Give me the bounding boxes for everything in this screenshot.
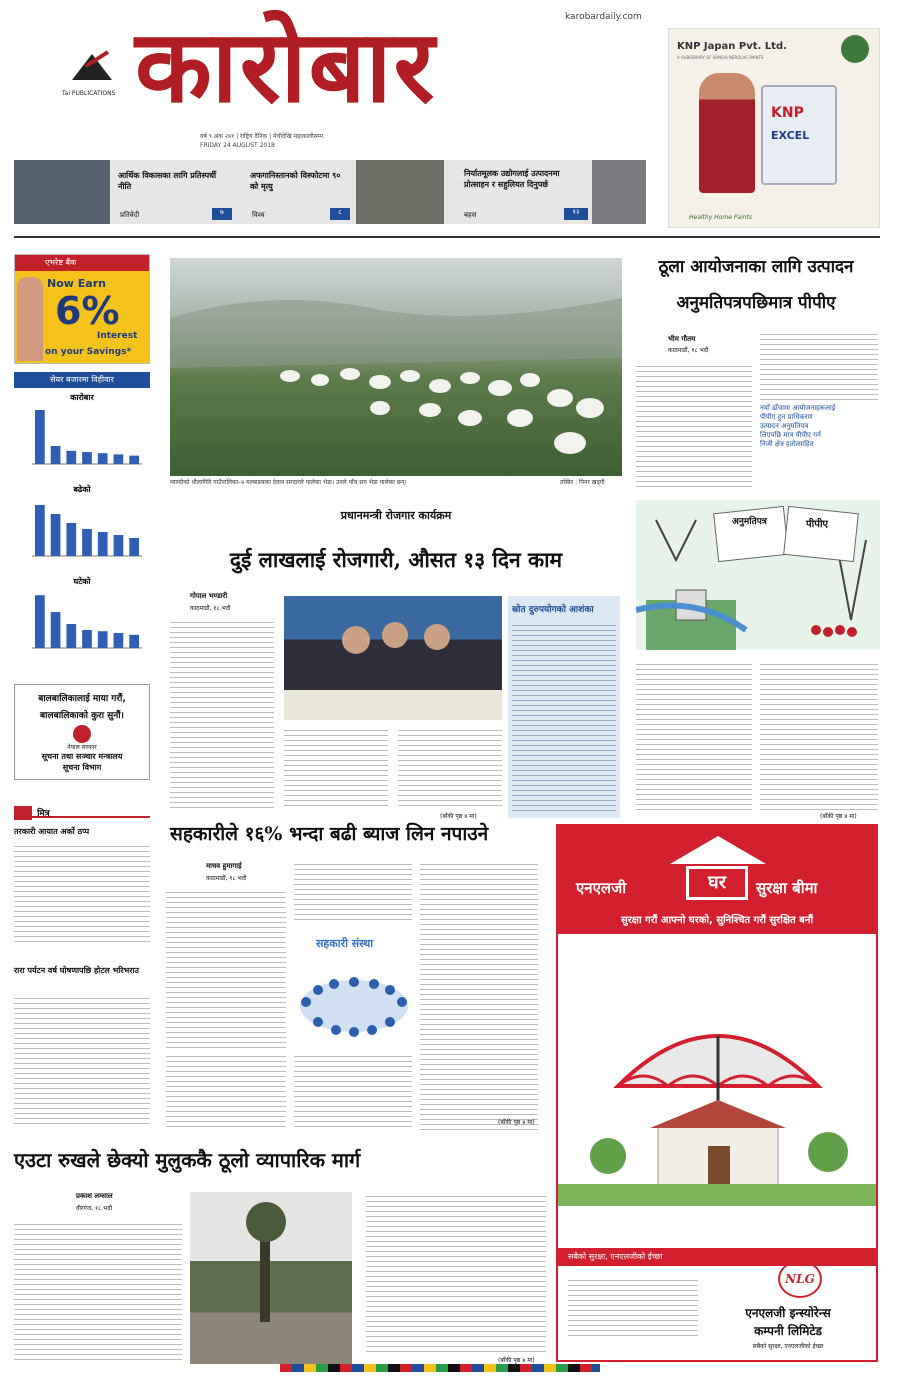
share-chart-bar	[129, 456, 139, 464]
share-chart-bar	[66, 624, 76, 648]
share-chart-bar	[114, 535, 124, 556]
nlg-brand-right: सुरक्षा बीमा	[756, 879, 818, 897]
teaser-2-page: ८	[330, 208, 350, 220]
teaser-3[interactable]	[452, 160, 646, 224]
right-body-col3	[636, 660, 752, 810]
right-headline-1[interactable]: ठूला आयोजनाका लागि उत्पादन	[658, 257, 854, 277]
illus-label-permit: अनुमतिपत्र	[732, 517, 767, 527]
house-roof-icon	[670, 836, 766, 864]
main-photo	[284, 596, 502, 720]
tree-body-col1	[14, 1220, 182, 1360]
masthead-rule	[14, 236, 880, 238]
share-chart-bar	[98, 631, 108, 648]
right-dateline: काठमाडौं, १८ भदौ	[668, 347, 709, 354]
right-headline-2[interactable]: अनुमतिपत्रपछिमात्र पीपीए	[676, 293, 836, 313]
knp-company: KNP Japan Pvt. Ltd.	[677, 41, 787, 52]
nlg-brand-box: घर	[686, 866, 748, 900]
psa-org1: नेपाल सरकार	[67, 744, 97, 751]
main-byline: गोपाल भण्डारी	[190, 592, 228, 600]
speaker2-head	[382, 622, 408, 648]
bank-ad-rate: 6%	[55, 289, 120, 333]
psa-org3: सूचना विभाग	[62, 763, 102, 772]
share-chart-bar	[98, 532, 108, 556]
bank-ad-line1: Now Earn	[47, 277, 106, 290]
main-headline[interactable]: दुई लाखलाई रोजगारी, औसत १३ दिन काम	[229, 547, 563, 572]
photo-credit: तस्बिर : पिनर खड्गी	[560, 479, 605, 486]
knp-seal-icon	[841, 35, 869, 63]
nlg-address	[568, 1276, 698, 1336]
psa-line2: बालबालिकाको कुरा सुनौं।	[40, 711, 124, 721]
website[interactable]: karobardaily.com	[565, 12, 642, 22]
coop-graphic	[292, 926, 416, 1044]
share-chart-bar	[51, 446, 61, 464]
bottom-color-bar	[280, 1364, 600, 1372]
psa-line1: बालबालिकालाई माया गरौं,	[38, 694, 126, 704]
right-body-col2-top	[760, 330, 878, 400]
teaser-3-photo	[592, 160, 646, 224]
share-chart-bar	[98, 453, 108, 464]
bank-ad-line3: on your Savings*	[45, 347, 132, 357]
bank-ad-header: एभरेष्ट बैंक	[15, 255, 149, 271]
main-sidebar-head: स्रोत दुरुपयोगको आशंका	[512, 605, 594, 615]
main-body-col1	[170, 618, 274, 810]
tree-byline: प्रकाश लम्साल	[76, 1192, 113, 1200]
share-chart-bar	[82, 630, 92, 648]
main-body-col3	[398, 726, 502, 810]
psa-box	[14, 684, 150, 780]
issue-date: FRIDAY 24 AUGUST 2018	[200, 142, 275, 149]
nepal-emblem-icon	[73, 725, 91, 743]
coop-cont[interactable]: (बाँकी पृष्ठ ४ मा)	[498, 1119, 535, 1126]
tree-body-col2	[366, 1192, 546, 1356]
press-table	[284, 690, 502, 720]
nlg-footer-tag: सबैको सुरक्षा, एनएलजीको ईच्छा	[558, 1248, 876, 1266]
share-chart-bar	[129, 538, 139, 556]
nlg-brand-left: एनएलजी	[576, 879, 627, 897]
share-chart-title: कारोबार	[70, 393, 94, 402]
share-chart-bar	[82, 529, 92, 556]
illus-label-ppa: पीपीए	[806, 519, 829, 530]
nlg-slogan: सुरक्षा गरौं आफ्नो घरको, सुनिश्चित गरौं सुरक्षित बनौं	[620, 915, 814, 926]
tree-dateline: वीरगंज, १८ भदौ	[76, 1205, 113, 1212]
teaser-2[interactable]	[244, 160, 444, 224]
psa-org2: सूचना तथा सञ्चार मन्त्रालय	[41, 752, 123, 761]
knp-paint-ad[interactable]	[668, 28, 880, 228]
lead-photo	[170, 258, 622, 476]
teaser-3-page: १२	[564, 208, 588, 220]
masthead-title: कारोबार	[135, 7, 437, 125]
nlg-tagline-bottom: सबैको सुरक्षा, एनएलजीको ईच्छा	[752, 1343, 824, 1350]
teaser-3-section: बहस	[464, 211, 477, 219]
nlg-body: एनएलजी इन्स्योरेन्सको घर सुरक्षा बीमा लिई भूकम्प तथा आगलागी वा अन्य कारणबाट हुने क्षतिबाट घर वा घरमा भएको सम्पत्तिलाई सुरक्षित बनाऔं	[575, 939, 859, 960]
coop-byline: माधव हुमागाई	[206, 862, 242, 870]
tree-cont[interactable]: (बाँकी पृष्ठ ४ मा)	[498, 1357, 535, 1364]
coop-body-col4	[166, 1052, 286, 1128]
knp-tagline: Healthy Home Paints	[689, 214, 753, 221]
share-market-header: सेयर बजारमा विहीवार	[14, 372, 150, 388]
photo-caption: म्याग्दीको धौलागिरि गाउँपालिका–४ मल्बाङबका देवान सरदारले पालेका भेडा। उनले पाँच सय भेडा पालेका छन्।	[170, 479, 407, 486]
main-sidebar-box	[508, 596, 620, 818]
share-chart-bar	[35, 595, 45, 648]
coop-body-col1	[166, 888, 286, 1048]
tree-canopy	[246, 1202, 286, 1242]
teaser-1[interactable]	[14, 160, 236, 224]
coop-headline[interactable]: सहकारीले १६% भन्दा बढी ब्याज लिन नपाउने	[170, 823, 489, 845]
coop-body-col2	[294, 860, 412, 924]
share-charts	[14, 390, 150, 670]
publisher-logo	[62, 46, 122, 96]
mitra-story1-title[interactable]: तरकारी आयात अर्को ठप्प	[14, 827, 90, 836]
share-chart-bar	[51, 514, 61, 556]
tree-headline[interactable]: एउटा रुखले छेक्यो मुलुककै ठूलो व्यापारिक मार्ग	[14, 1148, 361, 1172]
coop-body-col5	[294, 1052, 412, 1128]
main-sidebar-body	[512, 621, 616, 811]
knp-subtitle: A SUBSIDIARY OF KANSAI NEROLAC PAINTS	[677, 55, 764, 60]
publisher-name: Tai PUBLICATIONS	[62, 90, 116, 97]
nlg-company-line2: कम्पनी लिमिटेड	[754, 1324, 822, 1338]
main-dateline: काठमाडौं, १८ भदौ	[190, 605, 231, 612]
teaser-1-page: ७	[212, 208, 232, 220]
coop-graphic-label: सहकारी संस्था	[316, 937, 374, 950]
coop-body-col3	[420, 860, 538, 1130]
share-chart-title: घटेको	[73, 577, 91, 586]
teaser-3-title: निर्यातमूलक उद्योगलाई उत्पादनमा प्रोत्साहन र सहुलियत दिनुपर्छ	[464, 169, 560, 189]
main-kicker: प्रधानमन्त्री रोजगार कार्यक्रम	[340, 509, 452, 522]
nlg-insurance-ad[interactable]	[556, 824, 878, 1362]
teaser-2-title: अफगानिस्तानको विस्फोटमा ९० को मृत्यु	[250, 171, 341, 191]
share-chart-bar	[66, 451, 76, 464]
coop-dateline: काठमाडौं, १८ भदौ	[206, 875, 247, 882]
nlg-logo: NLG	[778, 1260, 822, 1298]
teaser-1-title: आर्थिक विकासका लागि प्रतिस्पर्धी नीति	[118, 171, 217, 191]
main-cont[interactable]: (बाँकी पृष्ठ ४ मा)	[440, 813, 477, 820]
right-body-col4	[760, 660, 878, 810]
bank-ad-line2: Interest	[97, 331, 138, 341]
share-chart-bar	[82, 452, 92, 464]
share-chart-bar	[51, 612, 61, 648]
sheep-herd	[280, 368, 604, 454]
nlg-illustration	[558, 996, 876, 1206]
bank-ad-person	[17, 277, 43, 361]
share-chart-bar	[114, 633, 124, 648]
mitra-story2-title[interactable]: रारा पर्यटन वर्ष घोषणापछि होटल भरिभराउ	[14, 966, 139, 975]
right-bullets: नयाँ ढाँचामा आयोजनाहरूलाई पीपीए हुन प्राधिकरण उत्पादन अनुमतिपत्र लिएपछि मात्र पीपीए गर्न निजी क्षेत्र हतोत्साहित	[760, 404, 836, 448]
mitra-header: मित्र	[14, 802, 150, 818]
right-illustration	[636, 500, 880, 650]
share-chart-bar	[35, 505, 45, 556]
teaser-1-section: प्रतिवेदी	[120, 211, 140, 219]
share-chart-bar	[114, 454, 124, 464]
mitra-story2-body	[14, 994, 150, 1124]
right-body-col1	[636, 362, 752, 490]
dateline: वर्ष ९ अंक २४१ | राष्ट्रिय दैनिक | मेचीदेखि महाकालीसम्म	[200, 133, 324, 140]
bank-ad-body	[15, 271, 149, 363]
right-cont[interactable]: (बाँकी पृष्ठ ४ मा)	[820, 813, 857, 820]
speaker-head	[342, 626, 370, 654]
nlg-company-line1: एनएलजी इन्स्योरेन्स	[745, 1306, 831, 1320]
teaser-2-photo	[356, 160, 444, 224]
model-figure	[699, 73, 755, 193]
speaker3-head	[424, 624, 450, 650]
paint-bucket-icon: KNP EXCEL	[761, 85, 837, 185]
main-body-col2	[284, 726, 388, 810]
bank-ad[interactable]	[14, 254, 150, 364]
mitra-story1-body	[14, 842, 150, 946]
share-chart-bar	[129, 635, 139, 648]
teaser-1-photo	[14, 160, 110, 224]
teaser-2-section: विश्व	[252, 211, 265, 219]
share-chart-bar	[66, 523, 76, 556]
mitra-icon	[14, 806, 32, 820]
right-byline: भीम गौतम	[668, 335, 696, 343]
share-chart-title: बढेको	[73, 485, 91, 494]
share-chart-bar	[35, 410, 45, 464]
tagline-right	[435, 132, 635, 146]
tree-photo	[190, 1192, 352, 1364]
